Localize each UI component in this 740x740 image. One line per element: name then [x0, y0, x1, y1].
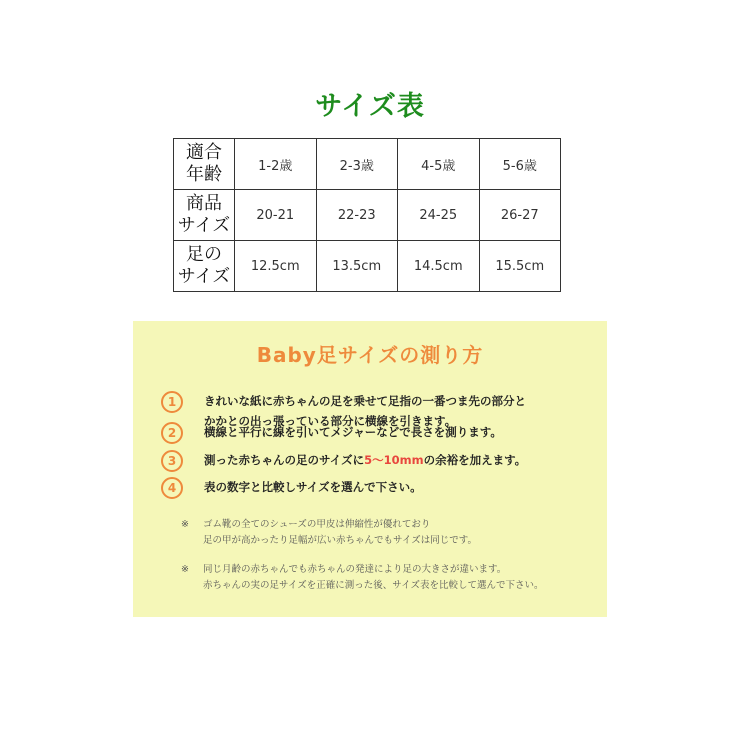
table-cell: 1-2歳: [235, 139, 317, 190]
step-1-line-2: かかとの出っ張っている部分に横線を引きます。: [204, 414, 457, 428]
note-2-line-1: 同じ月齢の赤ちゃんでも赤ちゃんの発達により足の大きさが違います。: [203, 564, 507, 575]
note-1-line-1: ゴム靴の全てのシューズの甲皮は伸縮性が優れており: [203, 519, 431, 530]
margin-highlight: 5～10mm: [364, 453, 424, 467]
table-row: [174, 190, 561, 241]
table-cell: 5-6歳: [479, 139, 561, 190]
step-number-4-icon: 4: [161, 477, 183, 499]
step-4-text: 表の数字と比較しサイズを選んで下さい。: [204, 480, 422, 494]
row-header-product-size: 商品 サイズ: [174, 190, 235, 241]
step-3-text: 測った赤ちゃんの足のサイズに5～10mmの余裕を加えます。: [204, 453, 527, 467]
step-number-3-icon: 3: [161, 450, 183, 472]
table-row: [174, 139, 561, 190]
table-cell: 20-21: [235, 190, 317, 241]
table-cell: 15.5cm: [479, 241, 561, 292]
table-cell: 24-25: [398, 190, 480, 241]
note-mark-icon: ※: [181, 564, 189, 575]
step-number-1-icon: 1: [161, 391, 183, 413]
table-cell: 2-3歳: [316, 139, 398, 190]
size-table: [173, 138, 561, 292]
note-1-line-2: 足の甲が高かったり足幅が広い赤ちゃんでもサイズは同じです。: [203, 535, 477, 546]
note-2-line-2: 赤ちゃんの実の足サイズを正確に測った後、サイズ表を比較して選んで下さい。: [203, 580, 544, 591]
table-cell: 4-5歳: [398, 139, 480, 190]
table-cell: 12.5cm: [235, 241, 317, 292]
step-2-text: 横線と平行に線を引いてメジャーなどで長さを測ります。: [204, 425, 502, 439]
table-cell: 26-27: [479, 190, 561, 241]
step-1-line-1: きれいな紙に赤ちゃんの足を乗せて足指の一番つま先の部分と: [204, 394, 526, 408]
measure-guide-panel: [133, 321, 607, 617]
note-mark-icon: ※: [181, 519, 189, 530]
table-row: [174, 241, 561, 292]
guide-title: Baby足サイズの測り方: [256, 343, 484, 367]
row-header-age: 適合 年齢: [174, 139, 235, 190]
table-cell: 22-23: [316, 190, 398, 241]
page-title: サイズ表: [315, 91, 425, 122]
row-header-foot-size: 足の サイズ: [174, 241, 235, 292]
table-cell: 13.5cm: [316, 241, 398, 292]
step-number-2-icon: 2: [161, 422, 183, 444]
table-cell: 14.5cm: [398, 241, 480, 292]
